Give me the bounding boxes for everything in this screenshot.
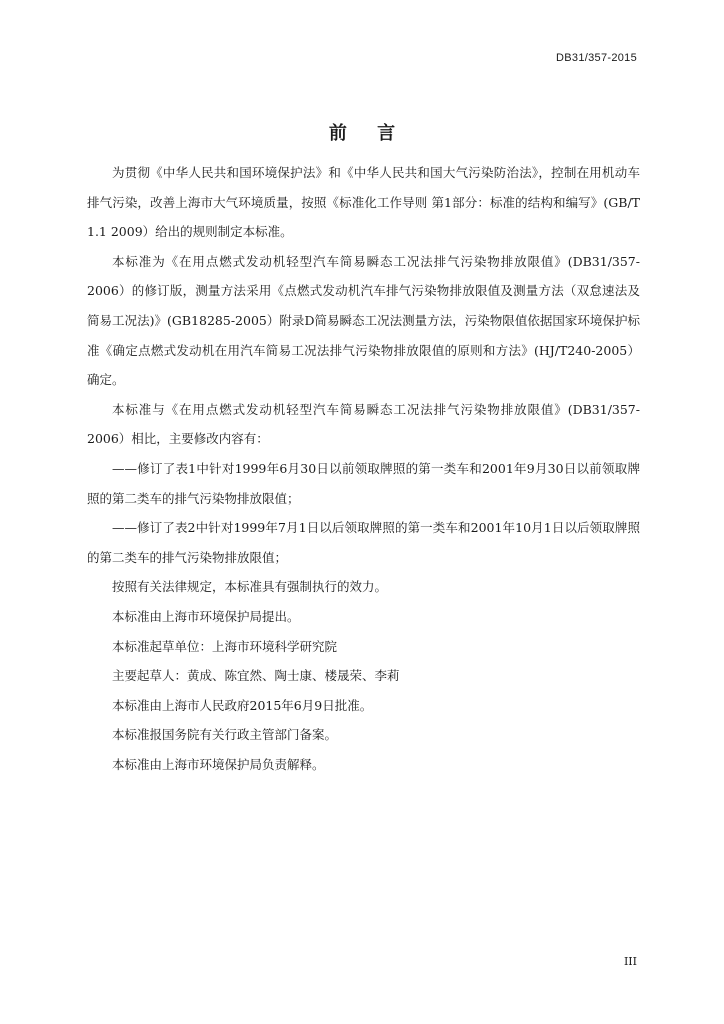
paragraph-revision: 本标准为《在用点燃式发动机轻型汽车简易瞬态工况法排气污染物排放限值》(DB31/357-2006）的修订版，测量方法采用《点燃式发动机汽车排气污染物排放限值及测量方法（双怠速法及简易工况法)》(GB18285-2005）附录D简易瞬态工况法测量方法，污染物限值依据国家环境保护标准《确定点燃式发动机在用汽车简易工况法排气污染物排放限值的原则和方法》(HJ/T240-2005）确定。 <box>87 253 640 388</box>
paragraph-change-table2: ——修订了表2中针对1999年7月1日以后领取牌照的第一类车和2001年10月1日以后领取牌照的第二类车的排气污染物排放限值； <box>87 520 640 565</box>
page-number: III <box>623 955 637 968</box>
paragraph-mandatory: 按照有关法律规定，本标准具有强制执行的效力。 <box>112 579 388 595</box>
paragraph-drafting-unit: 本标准起草单位：上海市环境科学研究院 <box>112 638 338 654</box>
paragraph-changes-intro: 本标准与《在用点燃式发动机轻型汽车简易瞬态工况法排气污染物排放限值》(DB31/357-2006）相比，主要修改内容有： <box>87 401 640 447</box>
paragraph-drafters: 主要起草人：黄成、陈宜然、陶士康、楼晟荣、李莉 <box>112 668 400 684</box>
paragraph-purpose: 为贯彻《中华人民共和国环境保护法》和《中华人民共和国大气污染防治法》，控制在用机动车排气污染，改善上海市大气环境质量，按照《标准化工作导则 第1部分：标准的结构和编写》(GB/T 1.1 2009）给出的规则制定本标准。 <box>87 165 640 240</box>
paragraph-proposer: 本标准由上海市环境保护局提出。 <box>112 608 300 624</box>
document-code: DB31/357-2015 <box>556 52 637 64</box>
paragraph-approval: 本标准由上海市人民政府2015年6月9日批准。 <box>112 697 373 713</box>
paragraph-interpretation: 本标准由上海市环境保护局负责解释。 <box>112 756 325 772</box>
paragraph-change-table1: ——修订了表1中针对1999年6月30日以前领取牌照的第一类车和2001年9月30日以前领取牌照的第二类车的排气污染物排放限值； <box>87 460 640 506</box>
foreword-body <box>87 158 640 779</box>
paragraph-filing: 本标准报国务院有关行政主管部门备案。 <box>112 727 338 743</box>
page-title: 前 言 <box>328 123 408 144</box>
